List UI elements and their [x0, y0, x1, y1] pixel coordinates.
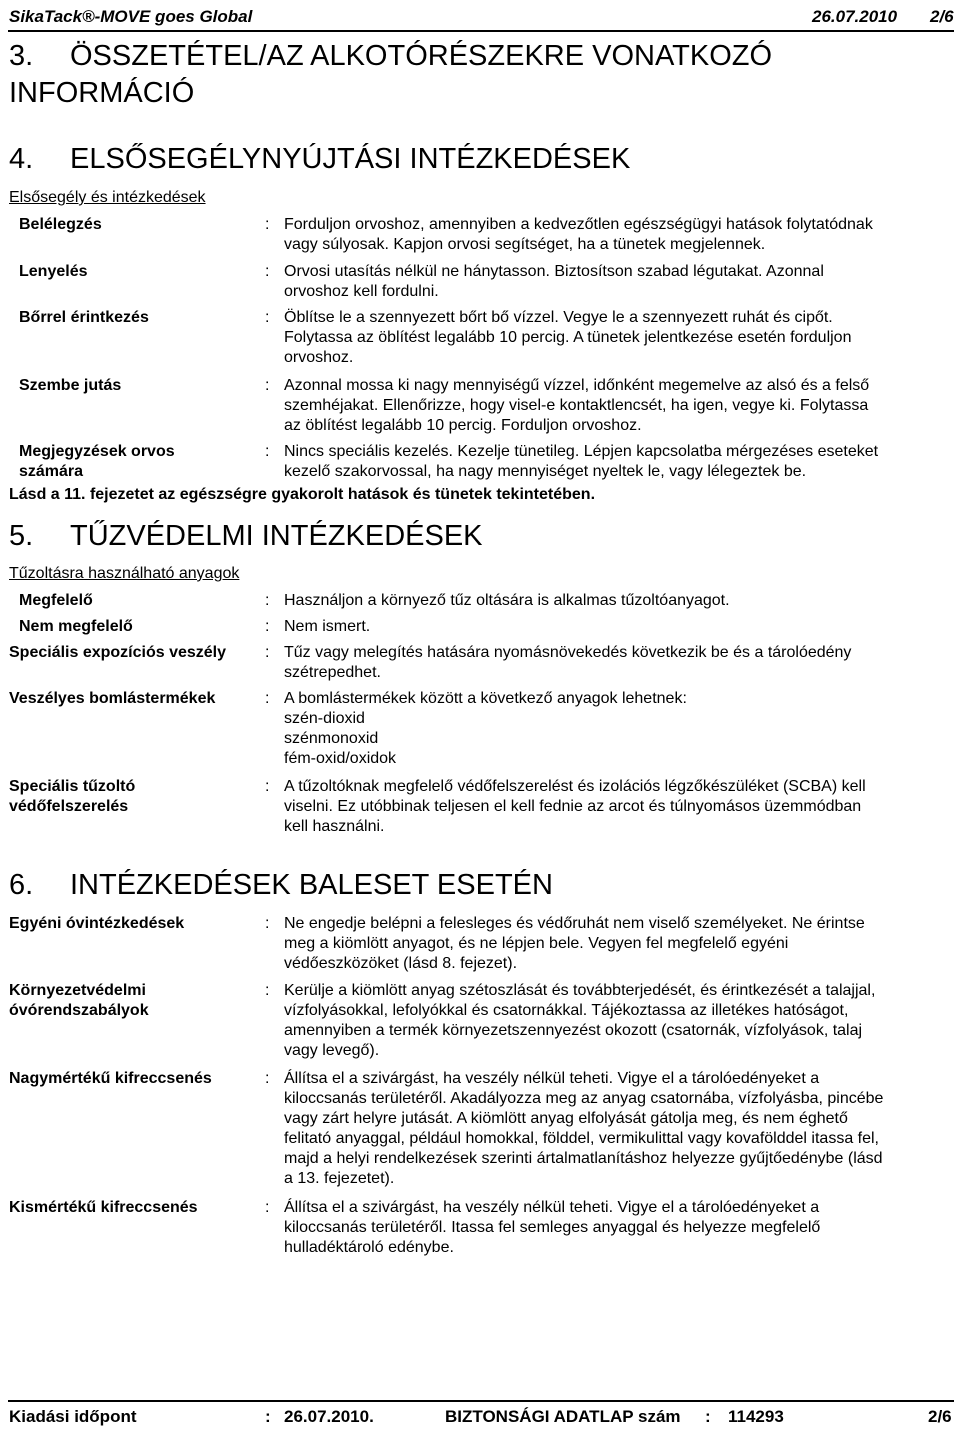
- section3-number: 3.: [9, 40, 34, 72]
- section4-subtitle: Elsősegély és intézkedések: [9, 189, 206, 206]
- row-label-inhalation: Belélegzés: [19, 216, 102, 233]
- section4-see-also: Lásd a 11. fejezetet az egészségre gyakorolt hatások és tünetek tekintetében.: [9, 486, 596, 503]
- header-rule: [8, 30, 954, 32]
- row-colon: :: [265, 443, 270, 460]
- row-colon: :: [265, 263, 270, 280]
- doc-header-title: SikaTack®-MOVE goes Global: [9, 7, 253, 26]
- row-text: Öblítse le a szennyezett bőrt bő vízzel. Vegye le a szennyezett ruhát és cipőt. Folytassa az öblítést legalább 10 percig. A tünetek jelentkezése esetén forduljon orvoshoz.: [284, 309, 852, 366]
- row-label-large-spill: Nagymértékű kifreccsenés: [9, 1070, 212, 1087]
- row-text: Nincs speciális kezelés. Kezelje tünetileg. Lépjen kapcsolatba mérgezéses eseteket kezelő szakorvossal, ha nagy mennyiséget nyeltek le, vagy lélegeztek be.: [284, 443, 879, 480]
- row-text: Nem ismert.: [284, 618, 371, 635]
- row-text: Forduljon orvoshoz, amennyiben a kedvezőtlen egészségügyi hatások folytatódnak vagy súlyosak. Kapjon orvosi segítséget, ha a tünetek megjelennek.: [284, 216, 873, 253]
- section3-title-line1: ÖSSZETÉTEL/AZ ALKOTÓRÉSZEKRE VONATKOZÓ: [70, 40, 773, 72]
- row-text: Állítsa el a szivárgást, ha veszély nélkül teheti. Vigye el a tárolóedényeket a kiloccsanás területéről. Akadályozza meg az anyag csatornába, vízfolyásba, pincébe vagy zárt helyre jutását. A kiömlött anyag elfolyását gátolja meg, és nem éghető felitató anyaggal, például homokkal, földdel, vermikulittal vagy kovafölddel itassa fel, majd a helyi rendelkezések szerinti ártalmatlanításhoz helyezze gyűjtőedénybe (lásd a 13. fejezetet).: [284, 1070, 884, 1187]
- row-label-special-exposure: Speciális expozíciós veszély: [9, 644, 227, 661]
- row-colon: :: [265, 592, 270, 609]
- row-label-personal-precautions: Egyéni óvintézkedések: [9, 915, 185, 932]
- row-text: Ne engedje belépni a felesleges és védőruhát nem viselő személyeket. Ne érintse meg a kiömlött anyagot, és ne lépjen bele. Vegyen fel megfelelő egyéni védőeszközöket (lásd 8. fejezet).: [284, 915, 865, 972]
- footer-colon: :: [705, 1407, 711, 1426]
- row-colon: :: [265, 644, 270, 661]
- row-colon: :: [265, 982, 270, 999]
- row-colon: :: [265, 915, 270, 932]
- footer-sds-number: 114293: [728, 1407, 784, 1426]
- section5-title: TŰZVÉDELMI INTÉZKEDÉSEK: [70, 520, 483, 552]
- section3-title-line2: INFORMÁCIÓ: [9, 77, 195, 109]
- row-label-protective-equipment: Speciális tűzoltó védőfelszerelés: [9, 778, 136, 815]
- row-label-skin-contact: Bőrrel érintkezés: [19, 309, 149, 326]
- doc-header-date: 26.07.2010: [812, 7, 898, 26]
- row-colon: :: [265, 1199, 270, 1216]
- row-label-environmental-precautions: Környezetvédelmi óvórendszabályok: [9, 982, 149, 1019]
- row-label-small-spill: Kismértékű kifreccsenés: [9, 1199, 198, 1216]
- row-label-hazardous-decomposition: Veszélyes bomlástermékek: [9, 690, 216, 707]
- footer-issue-label: Kiadási időpont: [9, 1407, 137, 1426]
- footer-sds-label: BIZTONSÁGI ADATLAP szám: [445, 1407, 681, 1426]
- row-label-eye-contact: Szembe jutás: [19, 377, 122, 394]
- row-colon: :: [265, 690, 270, 707]
- row-label-unsuitable: Nem megfelelő: [19, 618, 133, 635]
- row-text: Kerülje a kiömlött anyag szétoszlását és továbbterjedését, és érintkezését a talajjal, vízfolyásokkal, lefolyókkal és csatornákkal. Tájékoztassa az illetékes hatóságot, amennyiben a termék környezetszennyezést okozott (csatornák, vízfolyások, talaj vagy levegő).: [284, 982, 876, 1059]
- row-text: A bomlástermékek között a következő anyagok lehetnek: szén-dioxid szénmonoxid fém-oxid/oxidok: [284, 690, 687, 767]
- footer-page: 2/6: [928, 1407, 952, 1426]
- doc-header-page: 2/6: [930, 7, 954, 26]
- footer-issue-date: 26.07.2010.: [284, 1407, 374, 1426]
- row-colon: :: [265, 618, 270, 635]
- row-colon: :: [265, 778, 270, 795]
- row-label-ingestion: Lenyelés: [19, 263, 88, 280]
- section6-number: 6.: [9, 869, 34, 901]
- row-label-suitable: Megfelelő: [19, 592, 93, 609]
- row-text: Azonnal mossa ki nagy mennyiségű vízzel, időnként megemelve az alsó és a felső szemhéjakat. Ellenőrizze, hogy visel-e kontaktlencsét, ha igen, vegye ki. Folytassa az öblítést legalább 10 percig. Forduljon orvoshoz.: [284, 377, 870, 434]
- row-text: Használjon a környező tűz oltására is alkalmas tűzoltóanyagot.: [284, 592, 730, 609]
- section6-title: INTÉZKEDÉSEK BALESET ESETÉN: [70, 869, 553, 901]
- section5-subtitle: Tűzoltásra használható anyagok: [9, 565, 240, 582]
- footer-rule: [8, 1400, 954, 1402]
- section5-number: 5.: [9, 520, 34, 552]
- row-text: Orvosi utasítás nélkül ne hánytasson. Biztosítson szabad légutakat. Azonnal orvoshoz kell fordulni.: [284, 263, 824, 300]
- row-text: Tűz vagy melegítés hatására nyomásnövekedés következik be és a tárolóedény szétrepedhet.: [284, 644, 852, 681]
- section4-title: ELSŐSEGÉLYNYÚJTÁSI INTÉZKEDÉSEK: [70, 143, 631, 175]
- row-colon: :: [265, 309, 270, 326]
- row-label-notes-physician: Megjegyzések orvos számára: [19, 443, 175, 480]
- row-colon: :: [265, 1070, 270, 1087]
- footer-colon: :: [265, 1407, 271, 1426]
- row-colon: :: [265, 377, 270, 394]
- row-colon: :: [265, 216, 270, 233]
- section4-number: 4.: [9, 143, 34, 175]
- row-text: Állítsa el a szivárgást, ha veszély nélkül teheti. Vigye el a tárolóedényeket a kiloccsanás területéről. Itassa fel semleges anyaggal és helyezze megfelelő hulladéktároló edénybe.: [284, 1199, 821, 1256]
- row-text: A tűzoltóknak megfelelő védőfelszerelést és izolációs légzőkészüléket (SCBA) kell viselni. Ez utóbbinak teljesen el kell fednie az arcot és túlnyomásos üzemmódban kell használni.: [284, 778, 866, 835]
